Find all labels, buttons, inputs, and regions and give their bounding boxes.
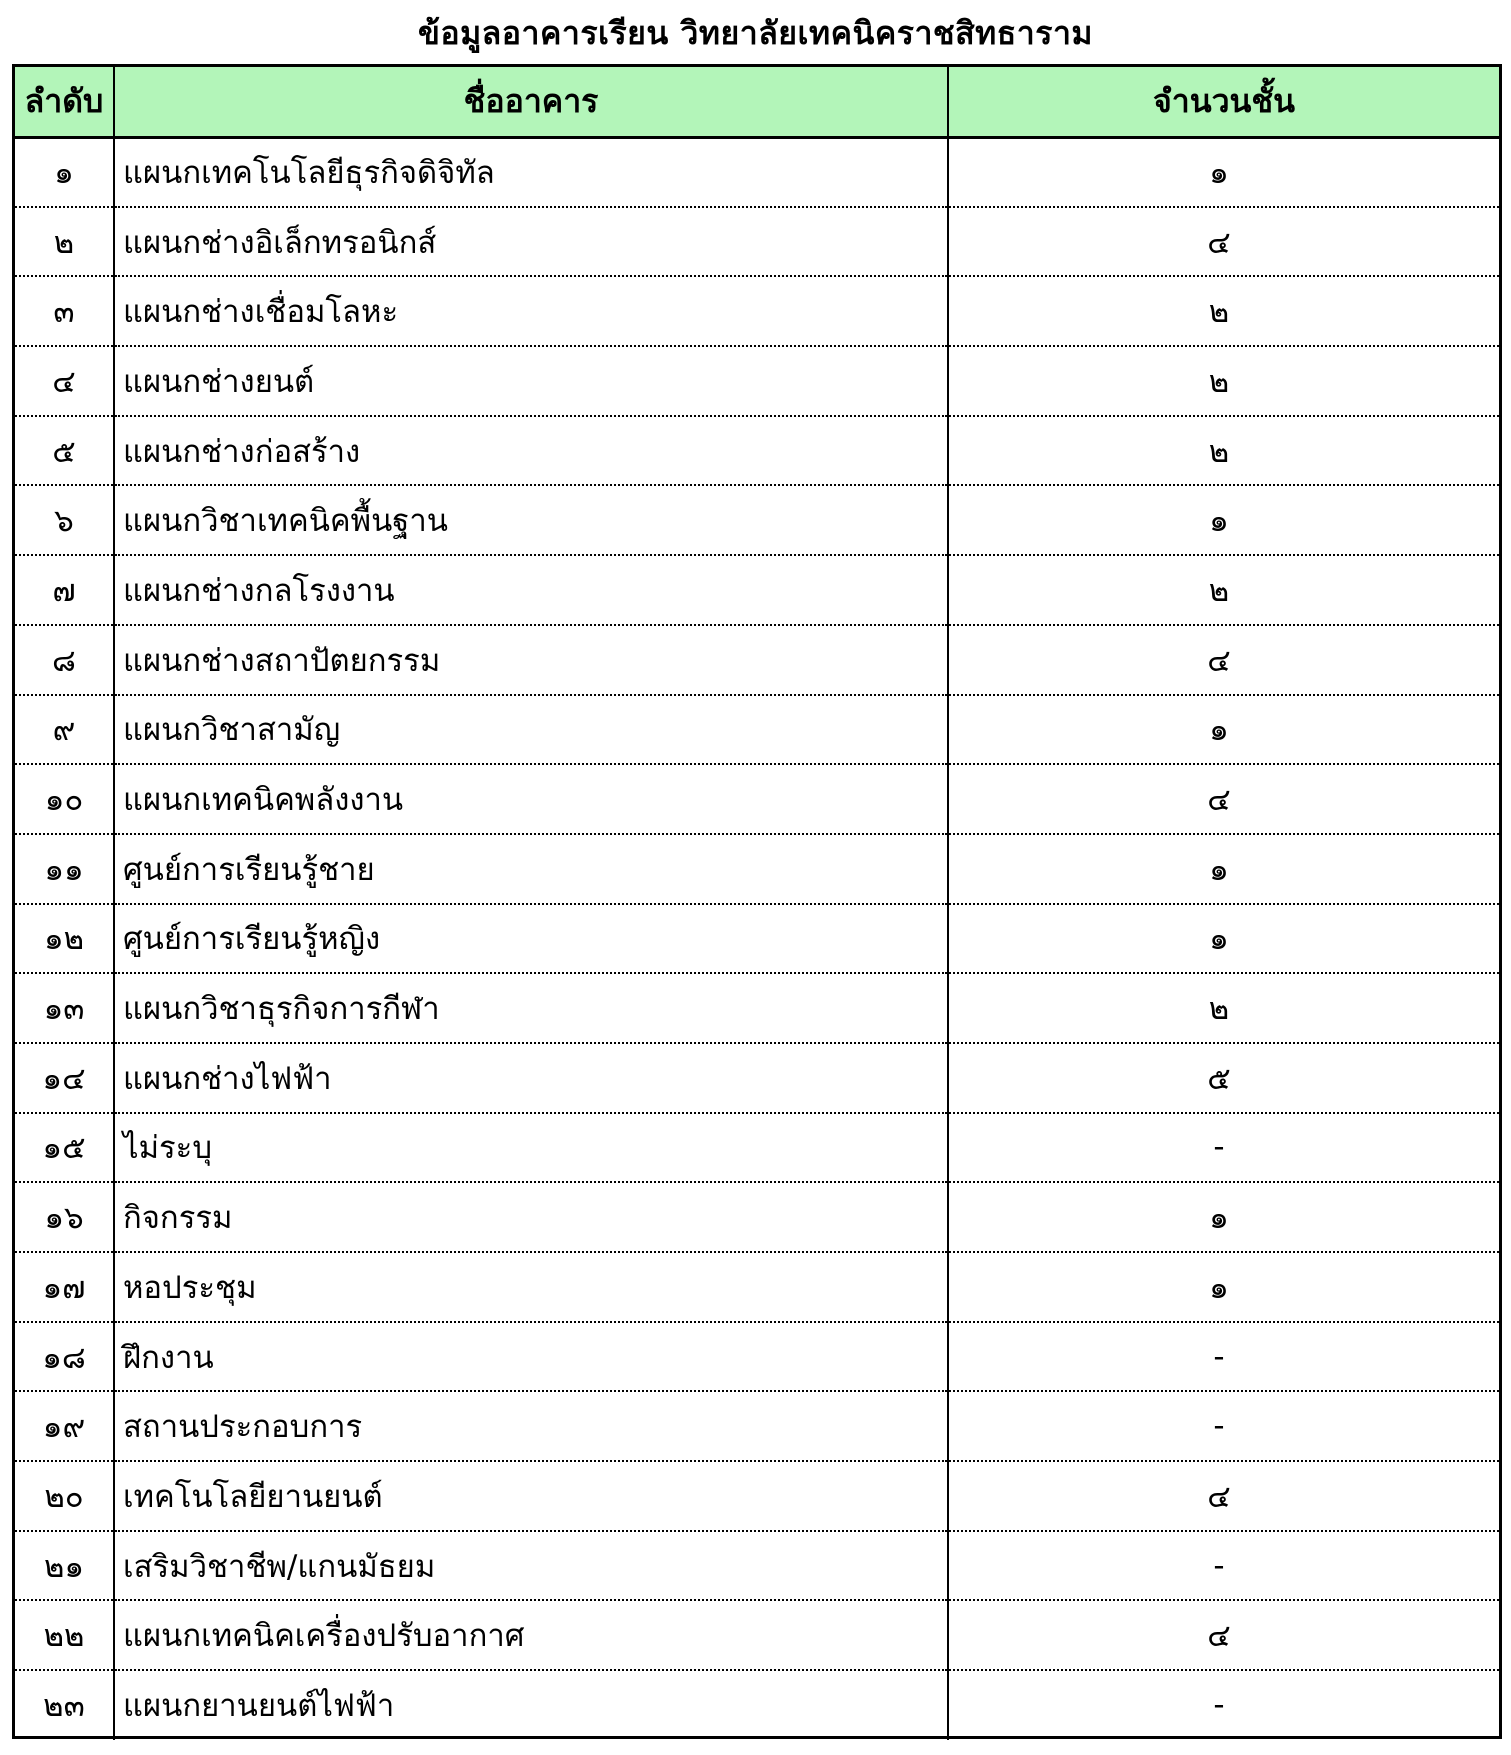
building-name: กิจกรรม bbox=[114, 1182, 948, 1252]
row-number: ๑๗ bbox=[15, 1252, 114, 1322]
row-number: ๒๑ bbox=[15, 1531, 114, 1601]
table-row bbox=[15, 1531, 1499, 1601]
building-name: แผนกวิชาสามัญ bbox=[114, 695, 948, 765]
building-name: แผนกช่างก่อสร้าง bbox=[114, 416, 948, 486]
table-row bbox=[15, 276, 1499, 346]
row-number: ๑๖ bbox=[15, 1182, 114, 1252]
building-name: แผนกเทคนิคเครื่องปรับอากาศ bbox=[114, 1600, 948, 1670]
table-row bbox=[15, 973, 1499, 1043]
floor-count: ๒ bbox=[948, 973, 1499, 1043]
building-name: สถานประกอบการ bbox=[114, 1391, 948, 1461]
floor-count: ๔ bbox=[948, 207, 1499, 277]
row-number: ๑๘ bbox=[15, 1322, 114, 1392]
table-row bbox=[15, 1113, 1499, 1183]
table-row bbox=[15, 485, 1499, 555]
row-number: ๒๐ bbox=[15, 1461, 114, 1531]
row-number: ๔ bbox=[15, 346, 114, 416]
table-row bbox=[15, 207, 1499, 277]
table-row bbox=[15, 1043, 1499, 1113]
row-number: ๒๓ bbox=[15, 1670, 114, 1740]
building-name: ศูนย์การเรียนรู้ชาย bbox=[114, 834, 948, 904]
header-no: ลำดับ bbox=[15, 67, 114, 137]
row-number: ๖ bbox=[15, 485, 114, 555]
row-number: ๒๒ bbox=[15, 1600, 114, 1670]
building-name: ศูนย์การเรียนรู้หญิง bbox=[114, 904, 948, 974]
building-name: แผนกยานยนต์ไฟฟ้า bbox=[114, 1670, 948, 1740]
row-number: ๑๑ bbox=[15, 834, 114, 904]
header-floors: จำนวนชั้น bbox=[948, 67, 1499, 137]
table-header bbox=[15, 67, 1499, 137]
floor-count: ๑ bbox=[948, 695, 1499, 765]
floor-count: ๑ bbox=[948, 1182, 1499, 1252]
building-name: แผนกเทคนิคพลังงาน bbox=[114, 764, 948, 834]
row-number: ๙ bbox=[15, 695, 114, 765]
header-row bbox=[15, 67, 1499, 137]
floor-count: ๒ bbox=[948, 276, 1499, 346]
building-name: แผนกวิชาเทคนิคพื้นฐาน bbox=[114, 485, 948, 555]
building-name: แผนกวิชาธุรกิจการกีฬา bbox=[114, 973, 948, 1043]
table-row bbox=[15, 695, 1499, 765]
floor-count: - bbox=[1213, 1687, 1225, 1724]
table-row bbox=[15, 1252, 1499, 1322]
floor-count: - bbox=[948, 1113, 1499, 1183]
floor-count: ๑ bbox=[948, 834, 1499, 904]
table-row bbox=[15, 137, 1499, 207]
floor-count: ๒ bbox=[948, 416, 1499, 486]
building-name: แผนกช่างเชื่อมโลหะ bbox=[114, 276, 948, 346]
floor-count: ๔ bbox=[948, 1461, 1499, 1531]
floor-count: ๑ bbox=[948, 137, 1499, 207]
row-number: ๒ bbox=[15, 207, 114, 277]
building-name: เทคโนโลยียานยนต์ bbox=[114, 1461, 948, 1531]
building-name: แผนกช่างสถาปัตยกรรม bbox=[114, 625, 948, 695]
floor-count: - bbox=[948, 1322, 1499, 1392]
building-name: แผนกช่างยนต์ bbox=[114, 346, 948, 416]
floor-count: ๑ bbox=[948, 485, 1499, 555]
page-title: ข้อมูลอาคารเรียน วิทยาลัยเทคนิคราชสิทธาราม bbox=[417, 14, 1094, 52]
building-name: แผนกช่างอิเล็กทรอนิกส์ bbox=[114, 207, 948, 277]
row-number: ๑ bbox=[15, 137, 114, 207]
table-row bbox=[15, 1182, 1499, 1252]
row-number: ๘ bbox=[15, 625, 114, 695]
table-row bbox=[15, 834, 1499, 904]
row-number: ๑๒ bbox=[15, 904, 114, 974]
table-row bbox=[15, 555, 1499, 625]
building-name: แผนกช่างกลโรงงาน bbox=[114, 555, 948, 625]
row-number: ๗ bbox=[15, 555, 114, 625]
floor-count: ๑ bbox=[948, 1252, 1499, 1322]
floor-count: ๔ bbox=[948, 625, 1499, 695]
building-name: แผนกเทคโนโลยีธุรกิจดิจิทัล bbox=[114, 137, 948, 207]
building-name: หอประชุม bbox=[114, 1252, 948, 1322]
table-row bbox=[15, 764, 1499, 834]
table-row bbox=[15, 1670, 1499, 1740]
floor-count: - bbox=[948, 1391, 1499, 1461]
row-number: ๑๙ bbox=[15, 1391, 114, 1461]
table-row bbox=[15, 1391, 1499, 1461]
building-name: ฝึกงาน bbox=[114, 1322, 948, 1392]
building-name: ไม่ระบุ bbox=[114, 1113, 948, 1183]
table-row bbox=[15, 346, 1499, 416]
table-body bbox=[15, 137, 1499, 1740]
floor-count: - bbox=[948, 1531, 1499, 1601]
row-number: ๑๓ bbox=[15, 973, 114, 1043]
floor-count: ๑ bbox=[948, 904, 1499, 974]
row-number: ๕ bbox=[15, 416, 114, 486]
building-table-grid bbox=[15, 67, 1499, 1740]
row-number: ๑๕ bbox=[15, 1113, 114, 1183]
floor-count: ๔ bbox=[948, 1600, 1499, 1670]
header-name: ชื่ออาคาร bbox=[114, 67, 948, 137]
table-row bbox=[15, 1600, 1499, 1670]
table-row bbox=[15, 1322, 1499, 1392]
row-number: ๑๔ bbox=[15, 1043, 114, 1113]
table-row bbox=[15, 625, 1499, 695]
row-number: ๓ bbox=[15, 276, 114, 346]
floor-count: ๕ bbox=[948, 1043, 1499, 1113]
table-row bbox=[15, 904, 1499, 974]
row-number: ๑๐ bbox=[15, 764, 114, 834]
building-name: แผนกช่างไฟฟ้า bbox=[114, 1043, 948, 1113]
table-row bbox=[15, 416, 1499, 486]
building-name: เสริมวิชาชีพ/แกนมัธยม bbox=[114, 1531, 948, 1601]
floor-count: ๒ bbox=[948, 346, 1499, 416]
floor-count: ๔ bbox=[948, 764, 1499, 834]
table-row bbox=[15, 1461, 1499, 1531]
floor-count: ๒ bbox=[948, 555, 1499, 625]
building-table bbox=[12, 64, 1502, 1739]
